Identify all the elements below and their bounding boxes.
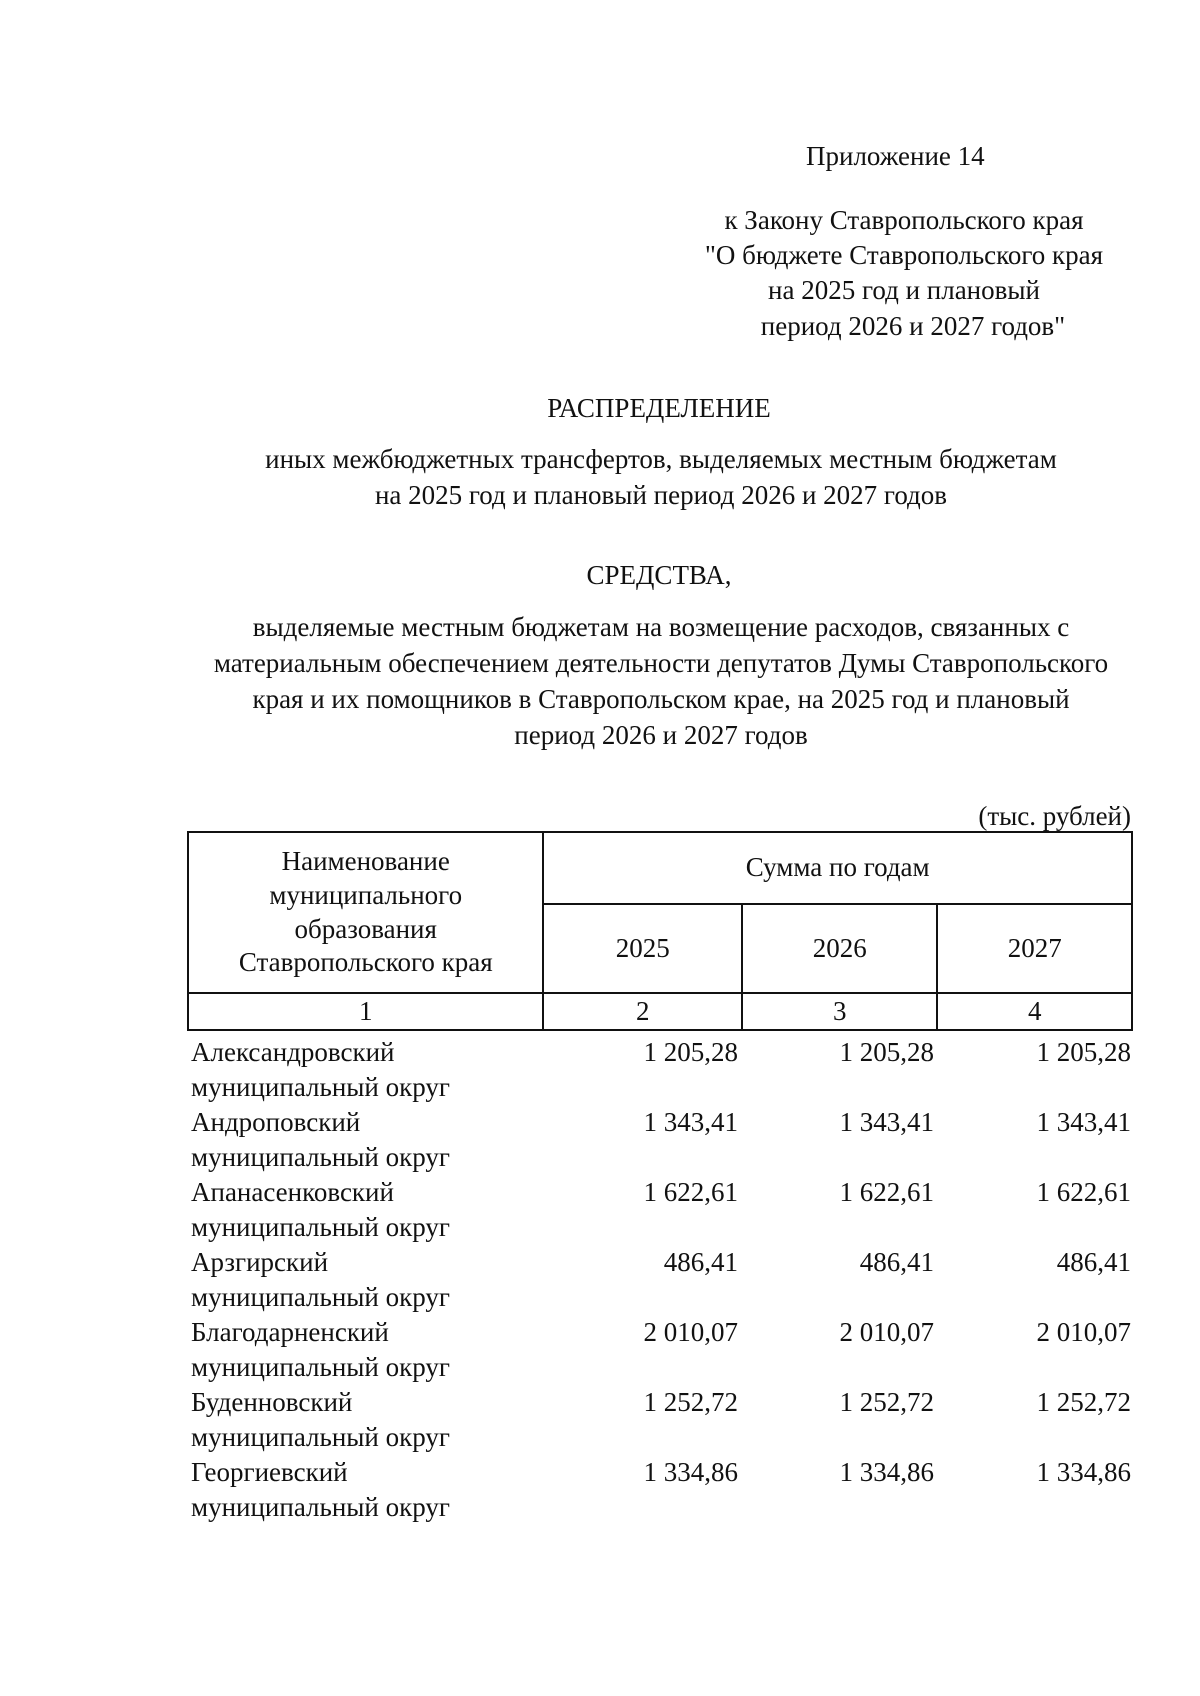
value-2025: 1 252,72 — [643, 1387, 738, 1417]
value-2027: 1 334,86 — [1036, 1457, 1131, 1487]
section-description-line-1: выделяемые местным бюджетам на возмещение расходов, связанных с — [252, 612, 1070, 642]
document-title: РАСПРЕДЕЛЕНИЕ — [547, 393, 771, 423]
row-name-suffix: муниципальный округ — [191, 1352, 450, 1382]
budget-table-header — [187, 831, 1133, 1031]
table-unit-label: (тыс. рублей) — [978, 801, 1131, 831]
law-reference-line-3: на 2025 год и плановый — [768, 275, 1040, 305]
value-2025: 486,41 — [663, 1247, 738, 1277]
law-reference-line-4: период 2026 и 2027 годов" — [760, 311, 1066, 341]
value-2026: 2 010,07 — [839, 1317, 934, 1347]
value-2025: 1 343,41 — [643, 1107, 738, 1137]
document-subtitle-line-1: иных межбюджетных трансфертов, выделяемых местным бюджетам — [265, 444, 1057, 474]
value-2026: 1 252,72 — [839, 1387, 934, 1417]
column-number-3: 3 — [742, 993, 938, 1030]
value-2027: 486,41 — [1056, 1247, 1131, 1277]
row-name: Апанасенковский — [191, 1177, 394, 1207]
value-2027: 1 343,41 — [1036, 1107, 1131, 1137]
value-2025: 1 334,86 — [643, 1457, 738, 1487]
row-name: Благодарненский — [191, 1317, 389, 1347]
value-2027: 1 252,72 — [1036, 1387, 1131, 1417]
row-name-suffix: муниципальный округ — [191, 1072, 450, 1102]
value-2025: 1 205,28 — [643, 1037, 738, 1067]
row-name-suffix: муниципальный округ — [191, 1282, 450, 1312]
value-2026: 1 205,28 — [839, 1037, 934, 1067]
law-reference-line-1: к Закону Ставропольского края — [724, 205, 1084, 235]
row-name: Александровский — [191, 1037, 395, 1067]
value-2025: 1 622,61 — [643, 1177, 738, 1207]
value-2027: 1 205,28 — [1036, 1037, 1131, 1067]
sum-by-years-header: Сумма по годам — [543, 832, 1132, 904]
column-number-2: 2 — [543, 993, 742, 1030]
row-name-suffix: муниципальный округ — [191, 1492, 450, 1522]
section-description-line-2: материальным обеспечением деятельности депутатов Думы Ставропольского — [213, 648, 1109, 678]
row-name-suffix: муниципальный округ — [191, 1422, 450, 1452]
appendix-label: Приложение 14 — [806, 141, 985, 171]
row-name: Андроповский — [191, 1107, 361, 1137]
row-name: Георгиевский — [191, 1457, 348, 1487]
name-column-header: Наименование муниципального образования Ставропольского края — [188, 832, 543, 993]
row-name: Арзгирский — [191, 1247, 329, 1277]
column-number-1: 1 — [188, 993, 543, 1030]
value-2027: 2 010,07 — [1036, 1317, 1131, 1347]
year-header-2026: 2026 — [742, 904, 938, 993]
row-name-suffix: муниципальный округ — [191, 1142, 450, 1172]
value-2026: 1 334,86 — [839, 1457, 934, 1487]
value-2025: 2 010,07 — [643, 1317, 738, 1347]
section-description-line-4: период 2026 и 2027 годов — [514, 720, 808, 750]
section-title: СРЕДСТВА, — [586, 560, 732, 590]
row-name-suffix: муниципальный округ — [191, 1212, 450, 1242]
column-number-4: 4 — [937, 993, 1132, 1030]
value-2026: 1 622,61 — [839, 1177, 934, 1207]
year-header-2027: 2027 — [937, 904, 1132, 993]
year-header-2025: 2025 — [543, 904, 742, 993]
section-description-line-3: края и их помощников в Ставропольском крае, на 2025 год и плановый — [252, 684, 1070, 714]
document-subtitle-line-2: на 2025 год и плановый период 2026 и 2027 годов — [374, 480, 948, 510]
value-2026: 1 343,41 — [839, 1107, 934, 1137]
value-2027: 1 622,61 — [1036, 1177, 1131, 1207]
law-reference-line-2: "О бюджете Ставропольского края — [704, 240, 1104, 270]
value-2026: 486,41 — [859, 1247, 934, 1277]
row-name: Буденновский — [191, 1387, 353, 1417]
